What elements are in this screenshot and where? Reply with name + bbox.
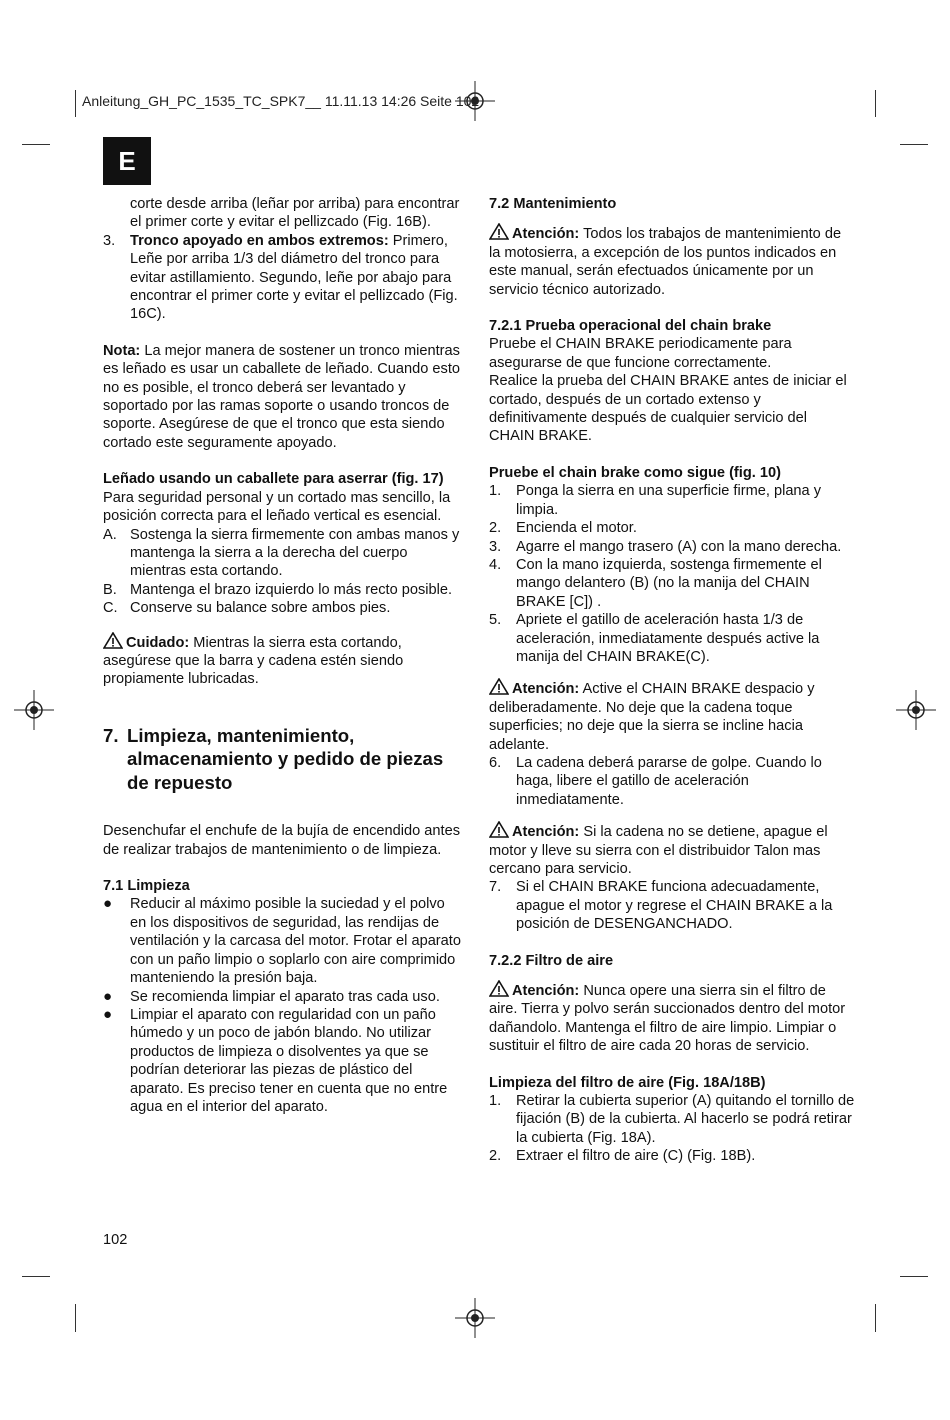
list-item: A. Sostenga la sierra firmemente con ambas manos y mantenga la sierra a la derecha del cuerpo mientras esta cortando.: [103, 526, 460, 580]
warning-triangle-icon: [489, 821, 509, 838]
list-item: 4. Con la mano izquierda, sostenga firmemente el mango delantero (B) (no la manija del CHAIN BRAKE [C]) .: [489, 556, 822, 610]
paragraph: Desenchufar el enchufe de la bujía de encendido antes de realizar trabajos de mantenimiento o de limpieza.: [103, 823, 460, 858]
bullet-icon: ●: [103, 895, 113, 913]
paragraph: Para seguridad personal y un cortado mas sencillo, la posición correcta para el leñado vertical es esencial.: [103, 489, 451, 525]
crop-mark: [75, 90, 76, 117]
bullet-icon: ●: [103, 987, 113, 1005]
list-item: 1. Ponga la sierra en una superficie firme, plana y limpia.: [489, 483, 822, 518]
warning-paragraph: Atención: Todos los trabajos de mantenimiento de la motosierra, a excepción de los puntos indicados en este manual, serán efectuados únicamente por un servicio técnico autorizado.: [489, 223, 855, 299]
list-item: C. Conserve su balance sobre ambos pies.: [103, 600, 391, 617]
crop-mark: [875, 90, 876, 117]
crop-mark: [22, 144, 50, 145]
crop-mark: [75, 1304, 76, 1332]
list-item: 2. Extraer el filtro de aire (C) (Fig. 18B).: [489, 1148, 756, 1165]
warning-paragraph: Atención: Nunca opere una sierra sin el filtro de aire. Tierra y polvo serán succionados dentro del motor dañandolo. Mantenga el filtro de aire limpio. Limpiar o sustituir el filtro de aire cada 20 horas de servicio.: [489, 980, 855, 1056]
paragraph: Pruebe el CHAIN BRAKE periodicamente para asegurarse de que funcione correctamente.: [489, 336, 792, 371]
warning-paragraph: Atención: Si la cadena no se detiene, apague el motor y lleve su sierra con el distribuidor Talon mas cercano para servicio.: [489, 821, 855, 878]
list-item: 3. Tronco apoyado en ambos extremos: Primero, Leñe por arriba 1/3 del diámetro del tronco para evitar astillamiento. Segundo, leñe por abajo para encontrar el primer corte y evitar el pellizcado (Fig. 16C).: [103, 232, 458, 323]
section-heading: 7.2.1 Prueba operacional del chain brake: [489, 318, 772, 335]
section-heading: 7.2.2 Filtro de aire: [489, 952, 614, 969]
list-item: 6. La cadena deberá pararse de golpe. Cuando lo haga, libere el gatillo de aceleración inmediatamente.: [489, 754, 822, 808]
crop-mark: [22, 1276, 50, 1277]
warning-triangle-icon: [489, 223, 509, 240]
warning-triangle-icon: [489, 980, 509, 997]
list-item: 7. Si el CHAIN BRAKE funciona adecuadamente, apague el motor y regrese el CHAIN BRAKE a la posición de DESENGANCHADO.: [489, 879, 833, 933]
note-paragraph: Nota: La mejor manera de sostener un tronco mientras es leñado es usar un caballete de leñado. Cuando esto no es posible, el tronco deberá ser levantado y soportado por las ramas soporte o usando troncos de soporte. Asegúrese de que el tronco que esta siendo cortado este seguramente apoyado.: [103, 342, 460, 451]
registration-mark-icon: [455, 1298, 495, 1338]
list-item: B. Mantenga el brazo izquierdo lo más recto posible.: [103, 581, 453, 598]
print-header: Anleitung_GH_PC_1535_TC_SPK7__ 11.11.13 14:26 Seite 102: [82, 93, 480, 109]
registration-mark-icon: [14, 690, 54, 730]
left-column: [103, 195, 465, 1116]
right-column: [489, 195, 855, 1166]
warning-paragraph: Cuidado: Mientras la sierra esta cortando, asegúrese que la barra y cadena estén siendo propiamente lubricadas.: [103, 632, 465, 689]
list-item: 3. Agarre el mango trasero (A) con la mano derecha.: [489, 538, 842, 555]
list-item: ● Limpiar el aparato con regularidad con un paño húmedo y un poco de jabón blando. No utilizar productos de limpieza o disolventes ya que se podrían deteriorar las piezas de plástico del aparato. Es preciso tener en cuenta que no entre agua en el interior del aparato.: [103, 1005, 448, 1115]
warning-triangle-icon: [489, 678, 509, 695]
warning-paragraph: Atención: Active el CHAIN BRAKE despacio y deliberadamente. No deje que la cadena toque superficies; no deje que la sierra se incline hacia adelante.: [489, 678, 855, 754]
list-item: 2. Encienda el motor.: [489, 520, 637, 537]
section-heading: Limpieza del filtro de aire (Fig. 18A/18B): [489, 1074, 766, 1091]
list-item: ● Se recomienda limpiar el aparato tras cada uso.: [103, 987, 440, 1005]
crop-mark: [900, 1276, 928, 1277]
registration-mark-icon: [896, 690, 936, 730]
section-heading: Pruebe el chain brake como sigue (fig. 10): [489, 464, 781, 481]
list-item: ● Reducir al máximo posible la suciedad y el polvo en los dispositivos de seguridad, las rendijas de ventilación y la carcasa del motor. Frotar el aparato con un paño limpio o soplarlo con aire comprimido manteniendo la presión baja.: [103, 895, 461, 987]
paragraph: Realice la prueba del CHAIN BRAKE antes de iniciar el cortado, después de un cortado extenso y definitivamente después de cualquier servicio del CHAIN BRAKE.: [489, 373, 847, 445]
paragraph: corte desde arriba (leñar por arriba) para encontrar el primer corte y evitar el pellizcado (Fig. 16B).: [130, 196, 460, 231]
chapter-heading: 7. Limpieza, mantenimiento, almacenamiento y pedido de piezas de repuesto: [103, 724, 444, 793]
section-heading: 7.2 Mantenimiento: [489, 196, 617, 212]
section-heading: 7.1 Limpieza: [103, 878, 190, 895]
language-tab: E: [103, 137, 151, 185]
crop-mark: [900, 144, 928, 145]
list-item: 1. Retirar la cubierta superior (A) quitando el tornillo de fijación (B) de la cubierta. Al hacerlo se podrá retirar la cubierta (Fig. 18A).: [489, 1093, 855, 1146]
bullet-icon: ●: [103, 1005, 113, 1023]
section-heading: Leñado usando un caballete para aserrar (fig. 17): [103, 471, 444, 488]
list-item: 5. Apriete el gatillo de aceleración hasta 1/3 de aceleración, inmediatamente después active la manija del CHAIN BRAKE(C).: [489, 612, 820, 665]
warning-triangle-icon: [103, 632, 123, 649]
page-number: 102: [103, 1232, 128, 1248]
crop-mark: [875, 1304, 876, 1332]
